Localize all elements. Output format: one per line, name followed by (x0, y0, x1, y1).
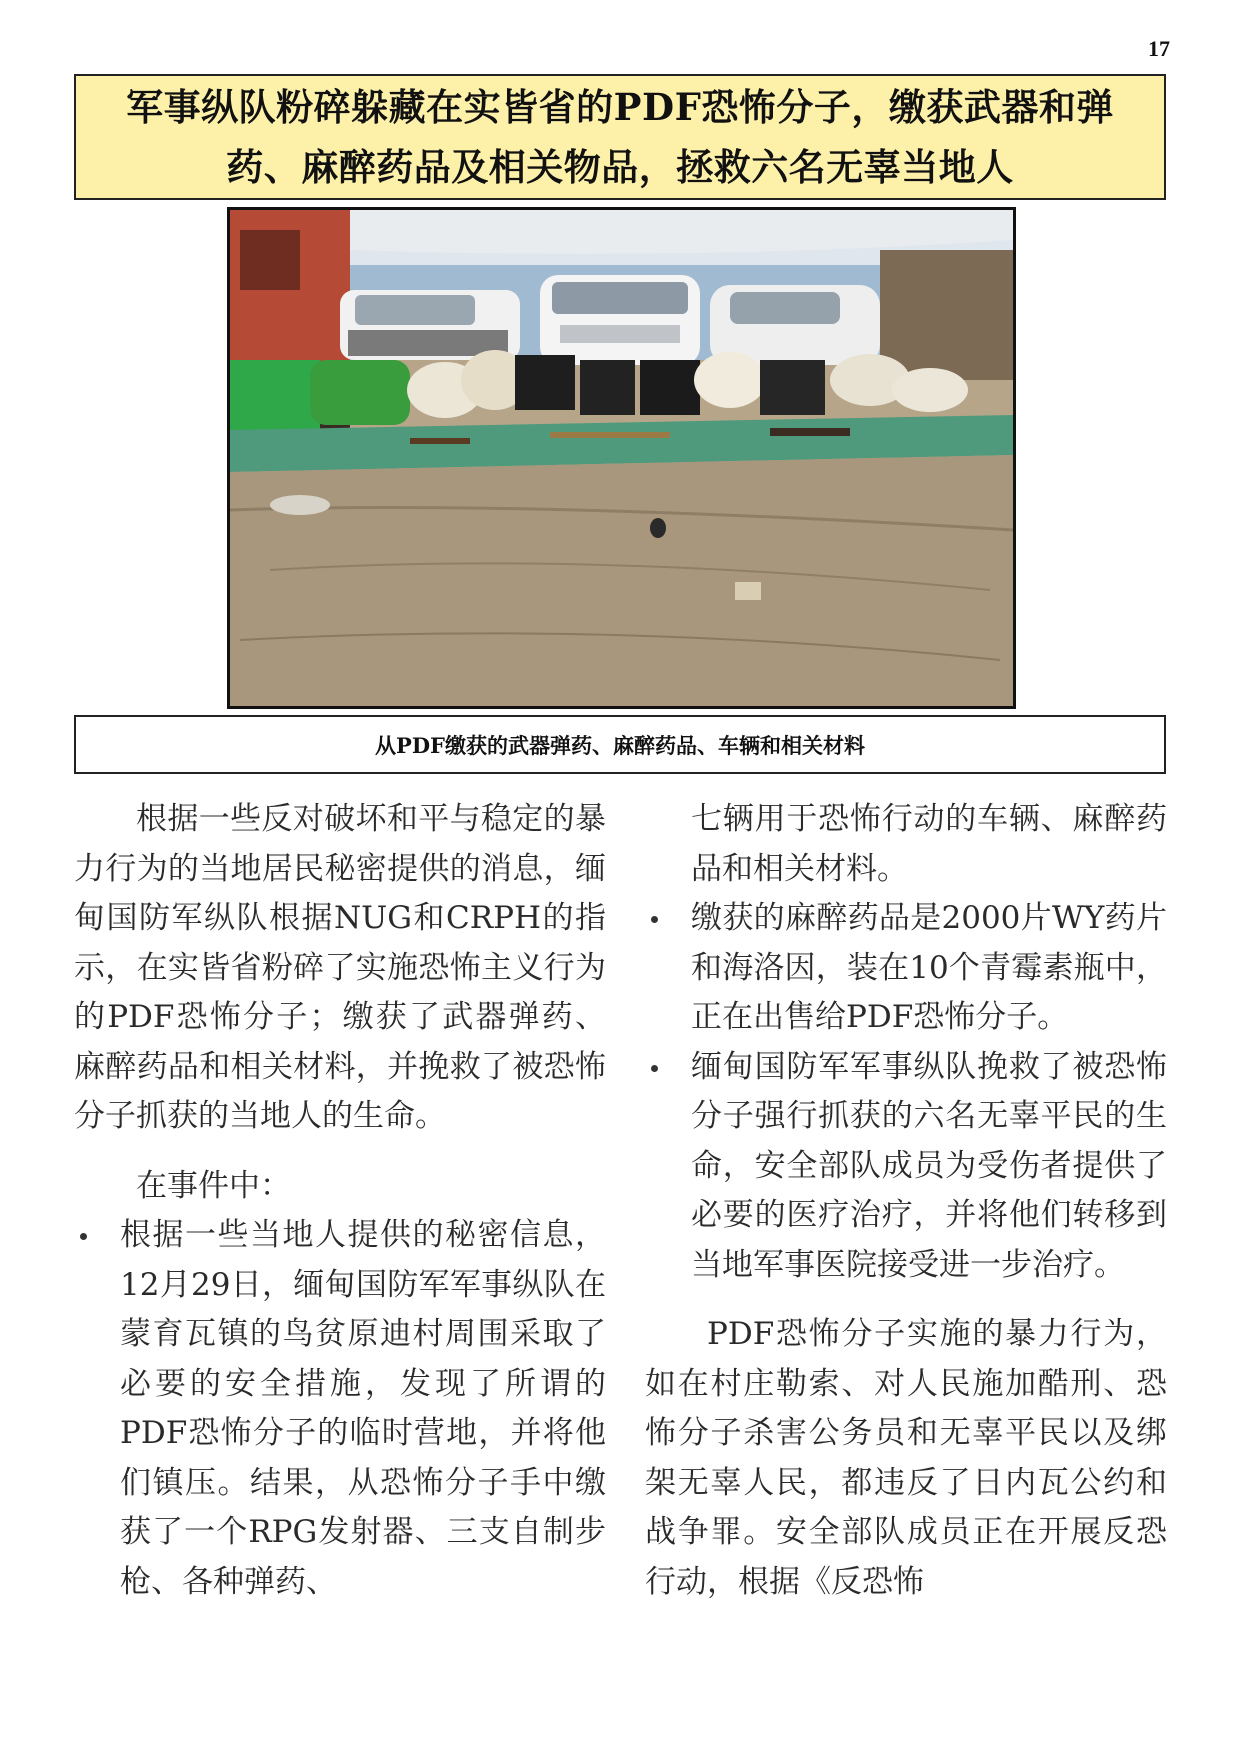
bullet-dot (651, 1065, 658, 1072)
right-column (645, 795, 1167, 1607)
seized-items-photo (227, 207, 1016, 709)
photo-caption: 从PDF缴获的武器弹药、麻醉药品、车辆和相关材料 (375, 732, 865, 758)
photo-caption-box (74, 715, 1166, 774)
bullet-item-1: 根据一些当地人提供的秘密信息，12月29日，缅甸国防军军事纵队在蒙育瓦镇的鸟贫原迪村周围采取了必要的安全措施，发现了所谓的PDF恐怖分子的临时营地，并将他们镇压。结果，从恐怖分子手中缴获了一个RPG发射器、三支自制步枪、各种弹药、 (74, 1211, 606, 1607)
left-column (74, 795, 606, 1607)
headline-box (74, 74, 1166, 200)
bullet-dot (80, 1233, 87, 1240)
closing-paragraph: PDF恐怖分子实施的暴力行为，如在村庄勒索、对人民施加酷刑、恐怖分子杀害公务员和无辜平民以及绑架无辜人民，都违反了日内瓦公约和战争罪。安全部队成员正在开展反恐行动，根据《反恐怖 (645, 1316, 1167, 1600)
page-number: 17 (1148, 36, 1170, 61)
bullet-item-3: 缅甸国防军军事纵队挽救了被恐怖分子强行抓获的六名无辜平民的生命，安全部队成员为受伤者提供了必要的医疗治疗，并将他们转移到当地军事医院接受进一步治疗。 (645, 1043, 1167, 1291)
bullet-item-2: 缴获的麻醉药品是2000片WY药片和海洛因，装在10个青霉素瓶中，正在出售给PDF恐怖分子。 (645, 894, 1167, 1043)
intro-paragraph: 根据一些反对破坏和平与稳定的暴力行为的当地居民秘密提供的消息，缅甸国防军纵队根据NUG和CRPH的指示，在实皆省粉碎了实施恐怖主义行为的PDF恐怖分子；缴获了武器弹药、麻醉药品和相关材料，并挽救了被恐怖分子抓获的当地人的生命。 (74, 801, 606, 1134)
bullet-dot (651, 916, 658, 923)
bullet-item-1-continued: 七辆用于恐怖行动的车辆、麻醉药品和相关材料。 (691, 801, 1167, 887)
headline-title: 军事纵队粉碎躲藏在实皆省的PDF恐怖分子，缴获武器和弹药、麻醉药品及相关物品，拯救六名无辜当地人 (126, 85, 1114, 189)
subheading: 在事件中： (136, 1167, 291, 1204)
